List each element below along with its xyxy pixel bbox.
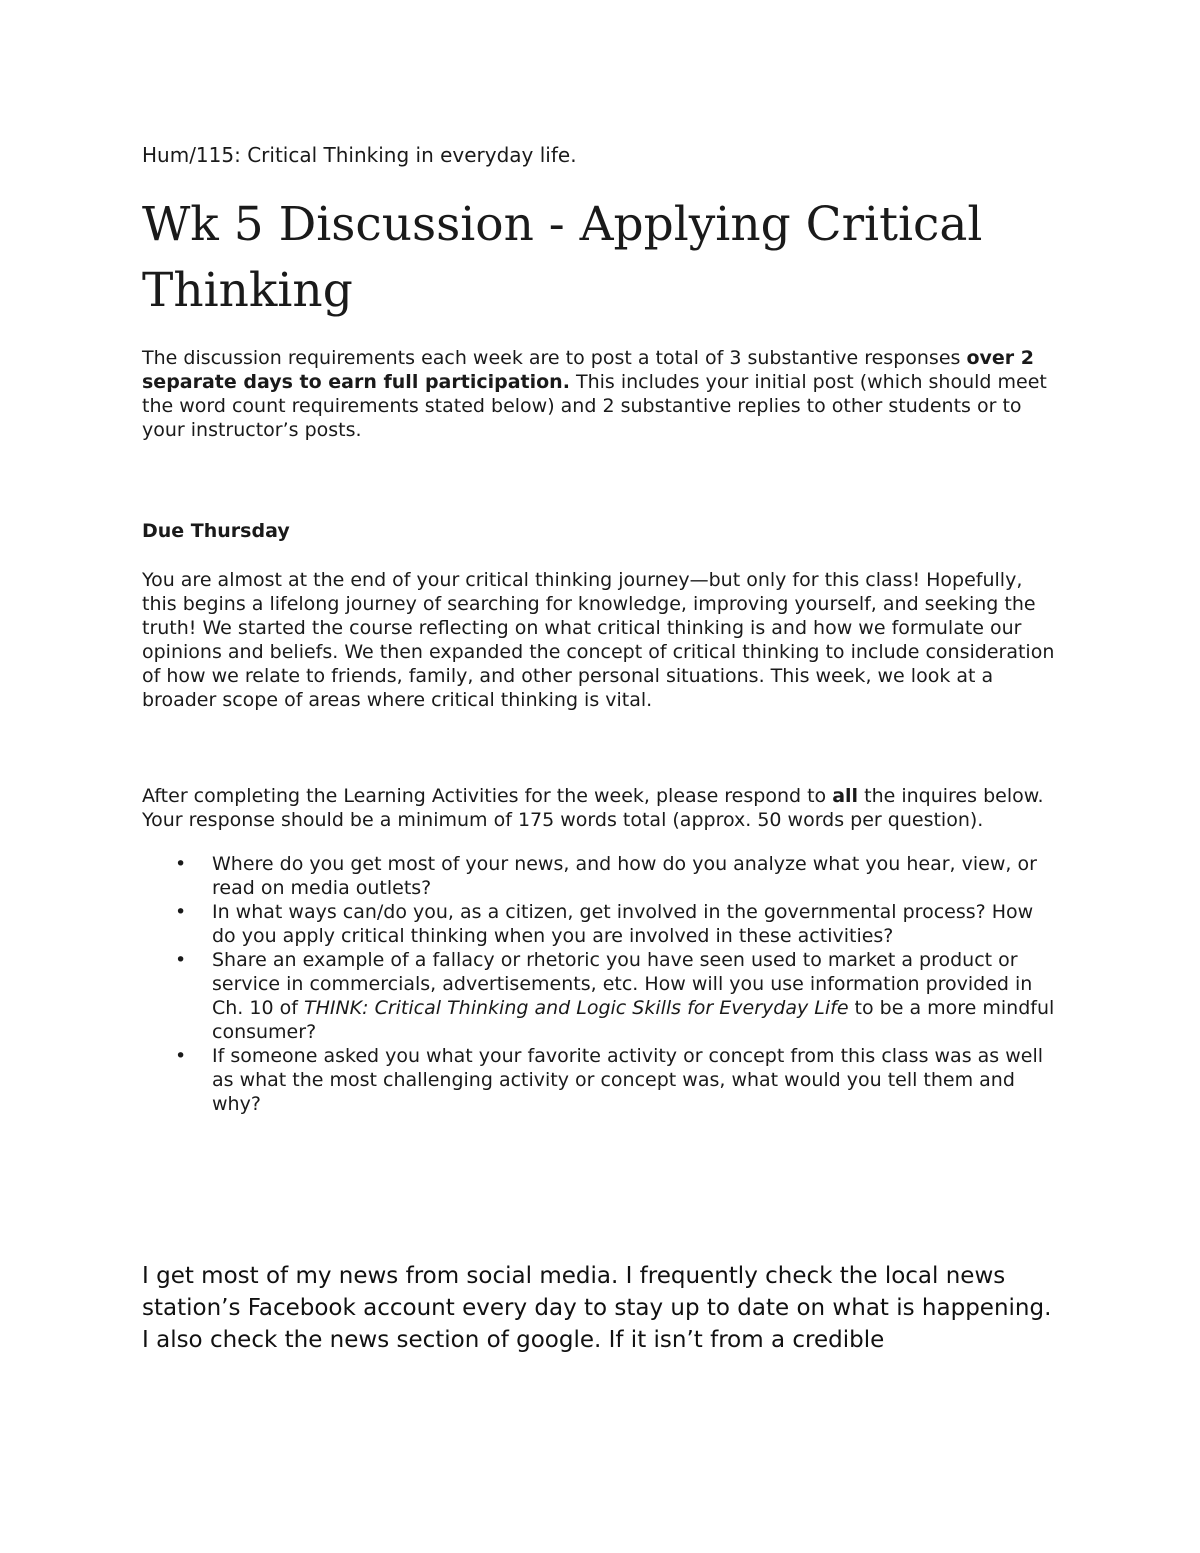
- list-item: [142, 852, 1062, 900]
- bullet-icon: •: [175, 853, 187, 875]
- intro-paragraph: [142, 346, 1062, 442]
- question-text-start: Share an example of a fallacy or rhetoric you have seen used to market a product or service in commercials, advertisements, etc. How will you use information provided in Ch. 10 of: [212, 949, 1033, 1019]
- intro-text-end: This includes your initial post (which should meet the word count requirements stated below) and 2 substantive replies to other students or to your instructor’s posts.: [142, 371, 1047, 441]
- list-item: [142, 948, 1062, 1044]
- intro-text-start: The discussion requirements each week are to post a total of 3 substantive responses: [142, 347, 967, 369]
- list-item: [142, 1044, 1062, 1116]
- bullet-icon: •: [175, 1045, 187, 1067]
- course-line: Hum/115: Critical Thinking in everyday life.: [142, 143, 577, 167]
- question-text: Where do you get most of your news, and how do you analyze what you hear, view, or read on media outlets?: [212, 853, 1037, 899]
- question-text: In what ways can/do you, as a citizen, get involved in the governmental process? How do you apply critical thinking when you are involved in these activities?: [212, 901, 1034, 947]
- page-title: Wk 5 Discussion - Applying Critical Thinking: [142, 197, 983, 318]
- book-title: THINK: Critical Thinking and Logic Skills for Everyday Life: [303, 997, 849, 1019]
- bullet-icon: •: [175, 949, 187, 971]
- due-heading: Due Thursday: [142, 520, 290, 542]
- bullet-icon: •: [175, 901, 187, 923]
- answer-paragraph: I get most of my news from social media. I frequently check the local news station’s Facebook account every day to stay up to date on what is happening. I also check the news section of google. If it isn’t from a credible: [142, 1263, 1052, 1353]
- intro-bold-text: over 2 separate days to earn full participation.: [142, 347, 1034, 393]
- journey-paragraph: You are almost at the end of your critical thinking journey—but only for this class! Hopefully, this begins a lifelong journey of searching for knowledge, improving yourself, and seeking the truth! We started the course reflecting on what critical thinking is and how we formulate our opinions and beliefs. We then expanded the concept of critical thinking to include consideration of how we relate to friends, family, and other personal situations. This week, we look at a broader scope of areas where critical thinking is vital.: [142, 569, 1055, 711]
- instructions-text-end: the inquires below. Your response should be a minimum of 175 words total (approx. 50 words per question).: [142, 785, 1044, 831]
- question-list: [142, 852, 1062, 1116]
- document-content: [142, 140, 1062, 1379]
- instructions-text-start: After completing the Learning Activities for the week, please respond to: [142, 785, 833, 807]
- question-text-end: to be a more mindful consumer?: [212, 997, 1055, 1043]
- question-text: If someone asked you what your favorite activity or concept from this class was as well as what the most challenging activity or concept was, what would you tell them and why?: [212, 1045, 1044, 1115]
- instructions-bold-text: all: [832, 785, 859, 807]
- instructions-paragraph: [142, 784, 1062, 832]
- list-item: [142, 900, 1062, 948]
